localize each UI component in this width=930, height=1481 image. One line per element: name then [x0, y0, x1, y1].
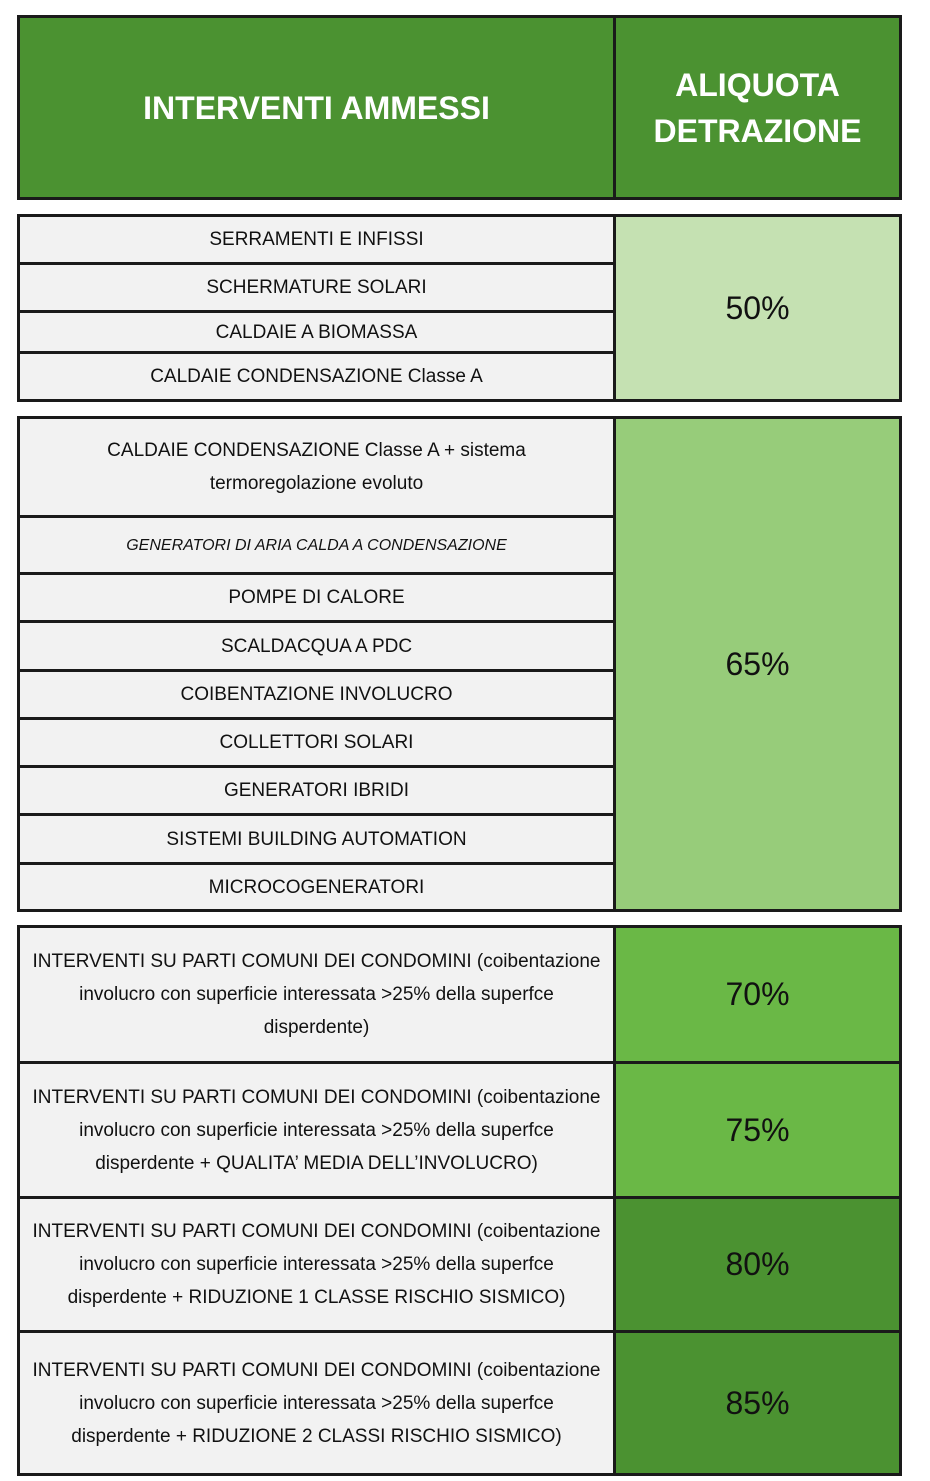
table-header [17, 15, 902, 200]
group-65 [17, 416, 902, 912]
list-item: CALDAIE CONDENSAZIONE Classe A + sistema termoregolazione evoluto [20, 419, 613, 518]
list-item: GENERATORI IBRIDI [20, 768, 613, 816]
header-aliquota-line1: ALIQUOTA [675, 66, 840, 103]
list-item: COLLETTORI SOLARI [20, 720, 613, 768]
rate-65: 65% [725, 645, 790, 682]
header-aliquota [616, 18, 899, 197]
list-item: CALDAIE CONDENSAZIONE Classe A [20, 354, 613, 399]
group-50-items [20, 217, 616, 399]
rate-cell-80 [616, 1199, 899, 1333]
rate-85: 85% [725, 1384, 790, 1421]
rate-70: 70% [725, 976, 790, 1012]
rate-column-condomini [616, 928, 899, 1473]
group-condomini-items [20, 928, 616, 1473]
list-item: POMPE DI CALORE [20, 575, 613, 623]
rate-cell-85 [616, 1333, 899, 1473]
list-item: COIBENTAZIONE INVOLUCRO [20, 672, 613, 720]
list-item: SISTEMI BUILDING AUTOMATION [20, 816, 613, 865]
list-item: MICROCOGENERATORI [20, 865, 613, 909]
rate-cell-75 [616, 1064, 899, 1199]
rate-cell-50 [616, 217, 899, 399]
list-item: CALDAIE A BIOMASSA [20, 313, 613, 354]
list-item: INTERVENTI SU PARTI COMUNI DEI CONDOMINI (coibentazione involucro con superficie interessata >25% della superfce disperdente + QUALITA’ MEDIA DELL’INVOLUCRO) [20, 1064, 613, 1199]
group-50 [17, 214, 902, 402]
list-item: SCALDACQUA A PDC [20, 623, 613, 672]
rate-cell-65 [616, 419, 899, 909]
header-interventi-label: INTERVENTI AMMESSI [143, 89, 490, 126]
list-item: INTERVENTI SU PARTI COMUNI DEI CONDOMINI (coibentazione involucro con superficie interessata >25% della superfce disperdente) [20, 928, 613, 1064]
header-interventi [20, 18, 616, 197]
rate-50: 50% [725, 289, 790, 326]
header-aliquota-line2: DETRAZIONE [653, 112, 862, 149]
list-item: GENERATORI DI ARIA CALDA A CONDENSAZIONE [20, 518, 613, 575]
list-item: SCHERMATURE SOLARI [20, 265, 613, 313]
list-item: INTERVENTI SU PARTI COMUNI DEI CONDOMINI (coibentazione involucro con superficie interessata >25% della superfce disperdente + RIDUZIONE 1 CLASSE RISCHIO SISMICO) [20, 1199, 613, 1333]
list-item: INTERVENTI SU PARTI COMUNI DEI CONDOMINI (coibentazione involucro con superficie interessata >25% della superfce disperdente + RIDUZIONE 2 CLASSI RISCHIO SISMICO) [20, 1333, 613, 1473]
rate-75: 75% [725, 1111, 790, 1148]
list-item: SERRAMENTI E INFISSI [20, 217, 613, 265]
rate-cell-70 [616, 928, 899, 1064]
rate-80: 80% [725, 1246, 790, 1282]
group-condomini [17, 925, 902, 1476]
group-65-items [20, 419, 616, 909]
